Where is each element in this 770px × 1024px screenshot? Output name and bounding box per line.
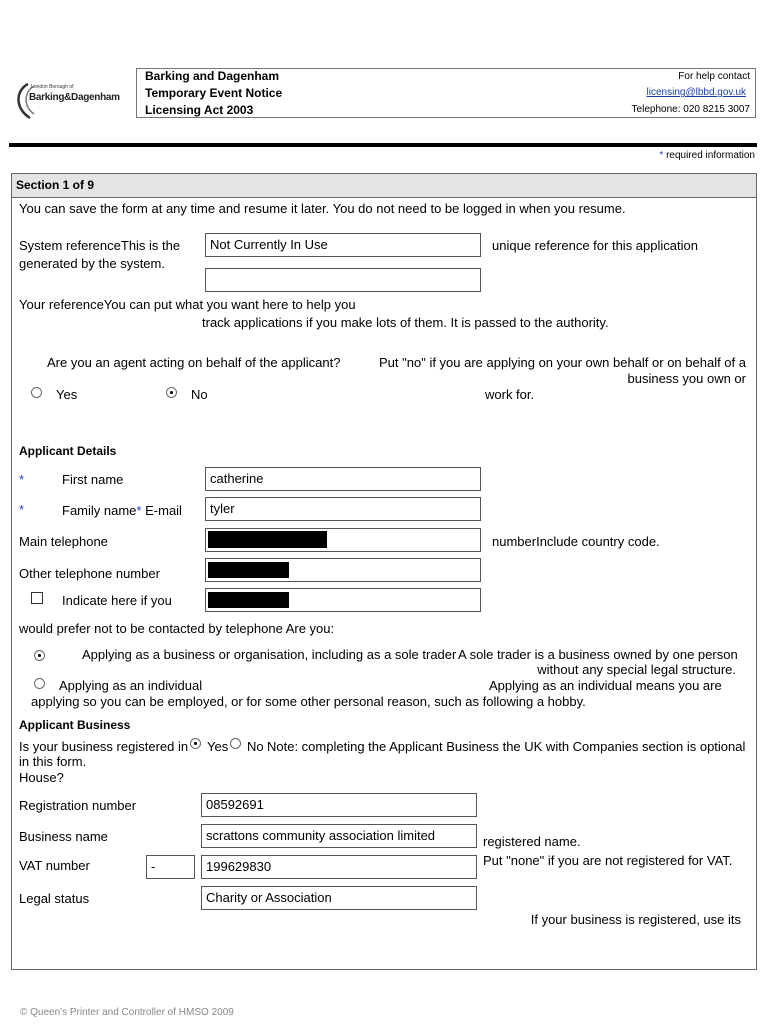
family-name-required: * bbox=[19, 502, 25, 517]
your-reference-label: Your referenceYou can put what you want here to help you bbox=[19, 297, 356, 312]
family-name-label-text: Family name bbox=[62, 503, 137, 518]
agent-yes-radio[interactable] bbox=[31, 387, 42, 398]
header-title-1: Barking and Dagenham bbox=[145, 69, 280, 83]
use-its-note: If your business is registered, use its bbox=[530, 912, 741, 927]
agent-note-1: Put "no" if you are applying on your own behalf or on behalf of a bbox=[379, 355, 746, 370]
vat-note: Put "none" if you are not registered for VAT. bbox=[483, 853, 733, 868]
business-note-2: without any special legal structure. bbox=[537, 662, 736, 677]
business-note-1: A sole trader is a business owned by one person bbox=[458, 647, 738, 662]
help-email-link[interactable]: licensing@lbbd.gov.uk bbox=[646, 87, 746, 98]
system-reference-label-2: generated by the system. bbox=[19, 256, 165, 271]
applicant-business-heading: Applicant Business bbox=[19, 718, 131, 732]
required-info bbox=[659, 150, 755, 162]
reg-number-field[interactable]: 08592691 bbox=[201, 793, 477, 817]
other-phone-redaction bbox=[208, 562, 289, 578]
applicant-details-heading: Applicant Details bbox=[19, 444, 117, 458]
family-name-label bbox=[62, 503, 182, 519]
legal-status-field[interactable]: Charity or Association bbox=[201, 886, 477, 910]
reg-number-label: Registration number bbox=[19, 798, 137, 813]
agent-note-3: work for. bbox=[485, 387, 535, 402]
required-marker: * bbox=[659, 150, 664, 161]
logo-name: Barking&Dagenham bbox=[29, 92, 120, 103]
applying-individual-label: Applying as an individual bbox=[59, 678, 203, 693]
agent-no-label: No bbox=[191, 387, 208, 402]
section-header-bar bbox=[11, 173, 757, 198]
agent-question: Are you an agent acting on behalf of the applicant? bbox=[47, 355, 341, 370]
agent-note-2: business you own or bbox=[627, 371, 746, 386]
registered-question: Is your business registered in bbox=[19, 739, 189, 754]
registered-no-radio[interactable] bbox=[230, 738, 241, 749]
registered-yes-radio[interactable] bbox=[190, 738, 201, 749]
prefer-not-contact-text: would prefer not to be contacted by telephone Are you: bbox=[19, 621, 335, 636]
no-phone-contact-checkbox[interactable] bbox=[31, 592, 43, 604]
business-name-field[interactable]: scrattons community association limited bbox=[201, 824, 477, 848]
registered-no-label: No bbox=[247, 739, 264, 754]
system-reference-note: unique reference for this application bbox=[492, 238, 698, 253]
header-divider bbox=[9, 143, 757, 147]
header-title-2: Temporary Event Notice bbox=[145, 86, 283, 100]
indicate-label: Indicate here if you bbox=[62, 593, 172, 608]
individual-note-1: Applying as an individual means you are bbox=[489, 678, 722, 693]
first-name-label: First name bbox=[62, 472, 124, 487]
help-label: For help contact bbox=[678, 71, 750, 82]
your-reference-field[interactable] bbox=[205, 268, 481, 292]
council-logo bbox=[14, 78, 132, 122]
header-title-3: Licensing Act 2003 bbox=[145, 103, 254, 117]
help-phone: Telephone: 020 8215 3007 bbox=[631, 104, 750, 115]
legal-status-label: Legal status bbox=[19, 891, 90, 906]
main-phone-redaction bbox=[208, 531, 327, 548]
vat-label: VAT number bbox=[19, 858, 90, 873]
applying-business-label: Applying as a business or organisation, including as a sole trader bbox=[82, 647, 457, 662]
email-redaction bbox=[208, 592, 289, 608]
system-reference-field[interactable]: Not Currently In Use bbox=[205, 233, 481, 257]
first-name-field[interactable]: catherine bbox=[205, 467, 481, 491]
agent-no-radio[interactable] bbox=[166, 387, 177, 398]
family-name-field[interactable]: tyler bbox=[205, 497, 481, 521]
email-label: E-mail bbox=[145, 503, 182, 518]
individual-note-2: applying so you can be employed, or for some other personal reason, such as following a hobby. bbox=[31, 694, 586, 709]
footer-copyright: © Queen's Printer and Controller of HMSO 2009 bbox=[20, 1007, 234, 1018]
first-name-required: * bbox=[19, 472, 25, 487]
other-phone-label: Other telephone number bbox=[19, 566, 160, 581]
registered-yes-label: Yes bbox=[207, 739, 229, 754]
registered-question-3: House? bbox=[19, 770, 64, 785]
email-required: * bbox=[136, 503, 142, 518]
system-reference-label: System referenceThis is the bbox=[19, 238, 181, 253]
your-reference-note: track applications if you make lots of them. It is passed to the authority. bbox=[202, 315, 609, 330]
section-title: Section 1 of 9 bbox=[16, 178, 95, 192]
agent-yes-label: Yes bbox=[56, 387, 78, 402]
registered-question-2: in this form. bbox=[19, 754, 87, 769]
registered-note: Note: completing the Applicant Business the UK with Companies section is optional bbox=[267, 739, 746, 754]
registered-name-note: registered name. bbox=[483, 834, 581, 849]
applying-individual-radio[interactable] bbox=[34, 678, 45, 689]
vat-number-field[interactable]: 199629830 bbox=[201, 855, 477, 879]
section-intro: You can save the form at any time and resume it later. You do not need to be logged in when you resume. bbox=[19, 201, 626, 216]
required-info-text: required information bbox=[666, 150, 755, 161]
applying-business-radio[interactable] bbox=[34, 650, 45, 661]
business-name-label: Business name bbox=[19, 829, 108, 844]
main-phone-note: numberInclude country code. bbox=[492, 534, 660, 549]
main-phone-label: Main telephone bbox=[19, 534, 108, 549]
logo-small-text: London Borough of bbox=[31, 84, 74, 90]
vat-prefix-field[interactable]: - bbox=[146, 855, 195, 879]
